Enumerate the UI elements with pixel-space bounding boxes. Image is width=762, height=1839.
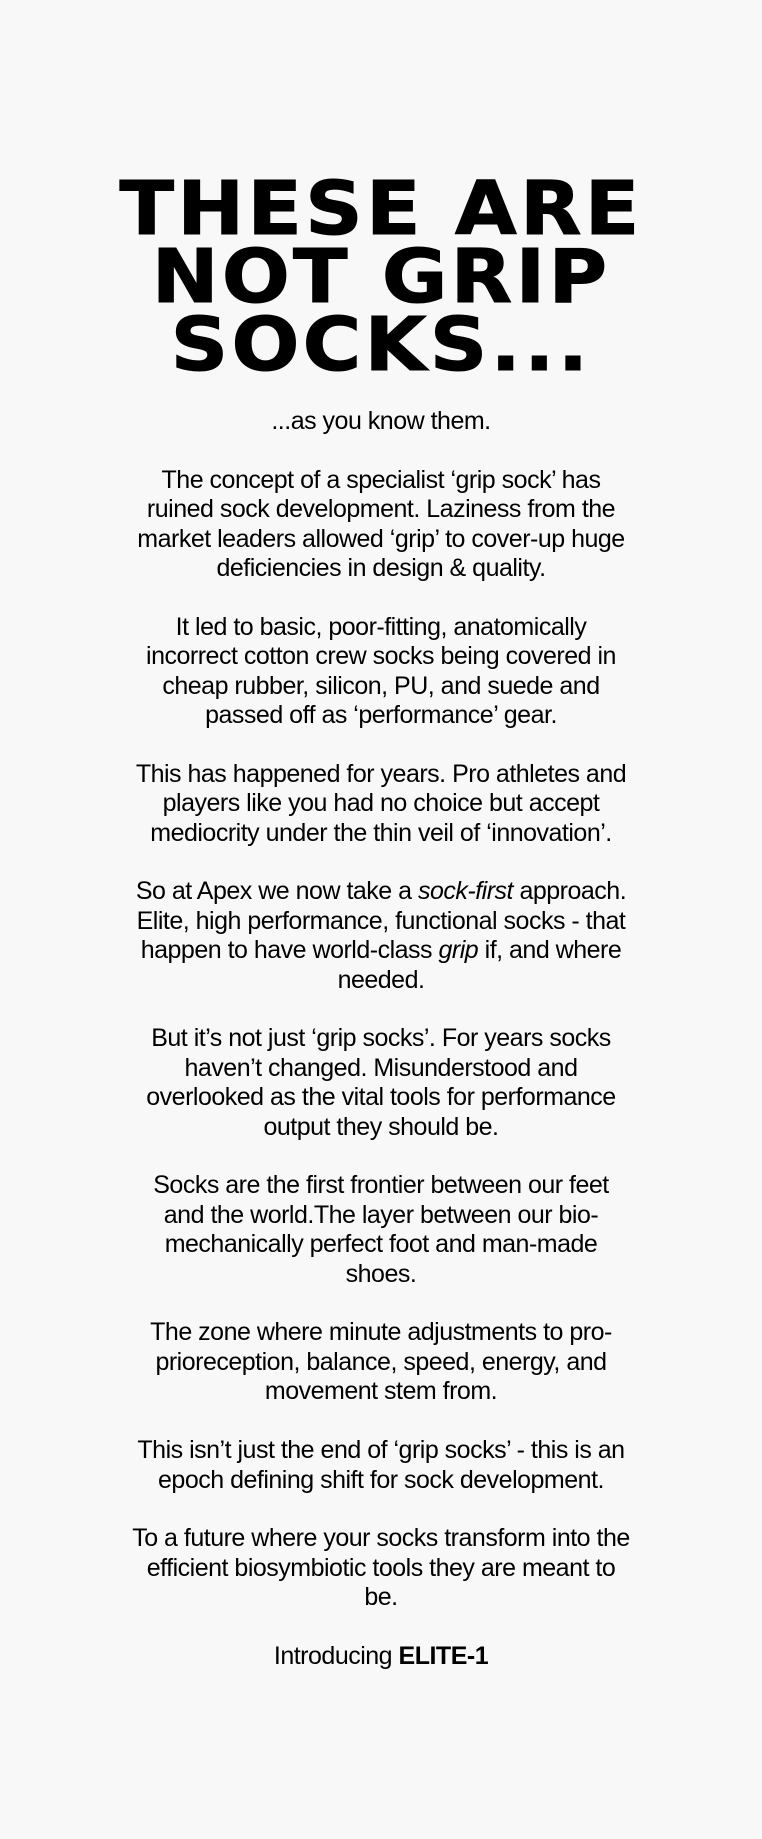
paragraph-sock-first: [131, 877, 631, 995]
headline-line-3: SOCKS...: [170, 301, 592, 388]
paragraph-introducing: [131, 1642, 631, 1671]
page-headline: [0, 165, 762, 388]
paragraph-poor-fitting: It led to basic, poor-fitting, anatomically incorrect cotton crew socks being covered in cheap rubber, silicon, PU, and suede and passed off as ‘performance’ gear.: [146, 612, 616, 730]
grip-emphasis: grip: [438, 936, 479, 965]
product-name: ELITE-1: [398, 1641, 489, 1670]
headline-line-2: NOT GRIP: [151, 233, 611, 320]
paragraph-years: This has happened for years. Pro athletes and players like you had no choice but accept mediocrity under the thin veil of ‘innovation’.: [135, 759, 627, 847]
paragraph-zone: The zone where minute adjustments to pro-prioreception, balance, speed, energy, and movement stem from.: [150, 1318, 612, 1406]
sock-first-text-3: if, and where needed.: [337, 936, 622, 994]
paragraph-epoch: This isn’t just the end of ‘grip socks’ - this is an epoch defining shift for sock development.: [137, 1436, 625, 1494]
sock-first-text-1: So at Apex we now take a: [135, 877, 418, 906]
headline-line-1: THESE ARE: [119, 165, 643, 252]
paragraph-grip-concept: The concept of a specialist ‘grip sock’ has ruined sock development. Laziness from the market leaders allowed ‘grip’ to cover-up huge deficiencies in design & quality.: [137, 465, 625, 583]
sock-first-text-2: approach. Elite, high performance, functional socks - that happen to have world-class: [136, 877, 627, 965]
paragraph-not-just-grip: But it’s not just ‘grip socks’. For years socks haven’t changed. Misunderstood and overlooked as the vital tools for performance output they should be.: [146, 1024, 616, 1141]
body-copy: [131, 407, 631, 1701]
paragraph-intro: ...as you know them.: [271, 407, 491, 435]
paragraph-first-frontier: Socks are the first frontier between our feet and the world.The layer between our bio-mechanically perfect foot and man-made shoes.: [153, 1171, 609, 1288]
paragraph-future: To a future where your socks transform into the efficient biosymbiotic tools they are meant to be.: [132, 1524, 630, 1612]
introducing-label: Introducing: [273, 1641, 399, 1670]
sock-first-emphasis: sock-first: [418, 877, 513, 906]
